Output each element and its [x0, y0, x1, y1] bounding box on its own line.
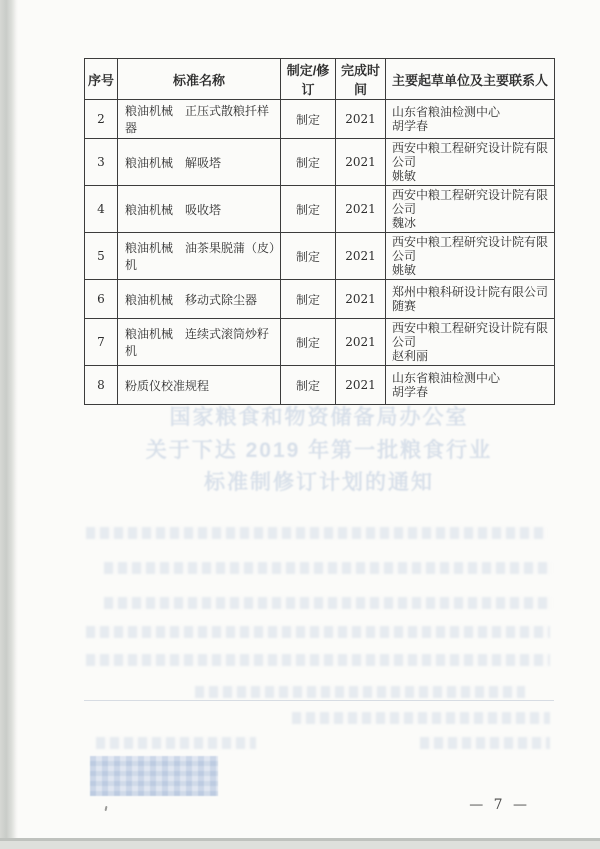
contact-person: 胡学春 [392, 119, 429, 133]
standards-table-header [85, 59, 555, 100]
drafting-org: 西安中粮工程研究设计院有限公司 [392, 188, 549, 216]
action-type: 制定 [281, 366, 336, 405]
action-type: 制定 [281, 319, 336, 366]
contact-person: 魏冰 [392, 216, 417, 230]
row-index: 5 [85, 233, 118, 280]
completion-year: 2021 [336, 100, 386, 139]
action-type: 制定 [281, 100, 336, 139]
drafting-org: 郑州中粮科研设计院有限公司 [392, 285, 549, 299]
row-index: 2 [85, 100, 118, 139]
contact-person: 姚敏 [392, 169, 417, 183]
standard-name: 粮油机械 正压式散粮扦样器 [118, 100, 281, 139]
row-index: 6 [85, 280, 118, 319]
bleedthrough-text-line [86, 527, 546, 539]
bleedthrough-text-line [96, 737, 256, 749]
action-type: 制定 [281, 280, 336, 319]
bleedthrough-image-block [90, 756, 218, 796]
bleedthrough-title-line: 标准制修订计划的通知 [204, 471, 434, 494]
contact-person: 胡学春 [392, 385, 429, 399]
contact-person: 赵利丽 [392, 349, 429, 363]
action-type: 制定 [281, 186, 336, 233]
table-row [85, 186, 555, 233]
drafting-org-cell [386, 233, 555, 280]
drafting-org-cell [386, 139, 555, 186]
page-left-edge-shadow [0, 0, 18, 849]
table-row [85, 100, 555, 139]
row-index: 8 [85, 366, 118, 405]
standard-name: 粉质仪校准规程 [118, 366, 281, 405]
col-header-drafting-org: 主要起草单位及主要联系人 [386, 59, 555, 100]
bleedthrough-divider-rule [84, 700, 554, 701]
bleedthrough-text-line [292, 712, 550, 724]
completion-year: 2021 [336, 280, 386, 319]
page-number: — 7 — [469, 797, 530, 813]
action-type: 制定 [281, 139, 336, 186]
drafting-org: 西安中粮工程研究设计院有限公司 [392, 141, 549, 169]
bleedthrough-text-line [104, 597, 552, 609]
row-index: 3 [85, 139, 118, 186]
bleedthrough-text-line [86, 654, 550, 666]
completion-year: 2021 [336, 319, 386, 366]
ink-speck [105, 806, 108, 811]
drafting-org-cell [386, 319, 555, 366]
table-row [85, 280, 555, 319]
standard-name: 粮油机械 连续式滚筒炒籽机 [118, 319, 281, 366]
col-header-action-type: 制定/修订 [281, 59, 336, 100]
bleedthrough-title-line: 关于下达 2019 年第一批粮食行业 [145, 439, 493, 462]
drafting-org-cell [386, 366, 555, 405]
standard-name: 粮油机械 移动式除尘器 [118, 280, 281, 319]
action-type: 制定 [281, 233, 336, 280]
drafting-org-cell [386, 100, 555, 139]
bleedthrough-text-line [195, 686, 525, 698]
bleedthrough-text-line [86, 626, 550, 638]
completion-year: 2021 [336, 186, 386, 233]
row-index: 4 [85, 186, 118, 233]
contact-person: 随赛 [392, 299, 417, 313]
drafting-org: 山东省粮油检测中心 [392, 371, 501, 385]
standards-table-body [85, 100, 555, 405]
standard-name: 粮油机械 解吸塔 [118, 139, 281, 186]
drafting-org: 西安中粮工程研究设计院有限公司 [392, 235, 549, 263]
table-header-row [85, 59, 555, 100]
completion-year: 2021 [336, 233, 386, 280]
drafting-org-cell [386, 186, 555, 233]
bleedthrough-text-line [420, 737, 550, 749]
table-row [85, 319, 555, 366]
page-bottom-edge-shadow [0, 841, 600, 849]
drafting-org: 西安中粮工程研究设计院有限公司 [392, 321, 549, 349]
row-index: 7 [85, 319, 118, 366]
col-header-index: 序号 [85, 59, 118, 100]
contact-person: 姚敏 [392, 263, 417, 277]
drafting-org-cell [386, 280, 555, 319]
table-row [85, 139, 555, 186]
table-row [85, 233, 555, 280]
col-header-standard-name: 标准名称 [118, 59, 281, 100]
standard-name: 粮油机械 油茶果脱蒲（皮）机 [118, 233, 281, 280]
standards-table [84, 58, 555, 405]
completion-year: 2021 [336, 139, 386, 186]
completion-year: 2021 [336, 366, 386, 405]
drafting-org: 山东省粮油检测中心 [392, 105, 501, 119]
bleedthrough-text-line [104, 562, 552, 574]
table-row [85, 366, 555, 405]
col-header-completion-time: 完成时间 [336, 59, 386, 100]
bleedthrough-title-line: 国家粮食和物资储备局办公室 [169, 406, 469, 429]
standard-name: 粮油机械 吸收塔 [118, 186, 281, 233]
